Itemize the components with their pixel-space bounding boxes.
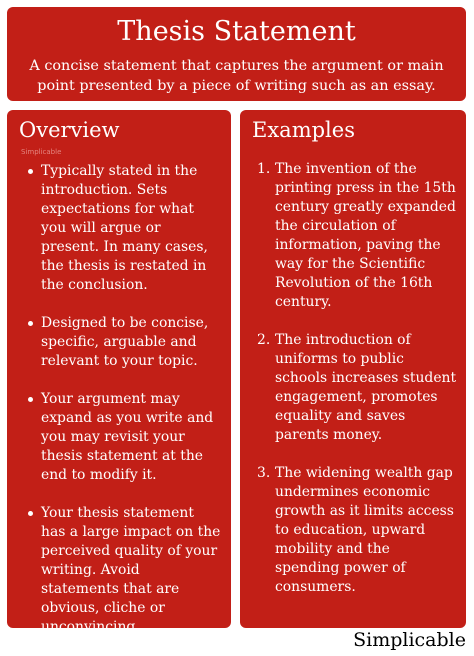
overview-title: Overview: [19, 118, 120, 142]
watermark: Simplicable: [21, 148, 62, 156]
overview-panel: [7, 110, 231, 635]
example-number: 3.: [257, 465, 271, 481]
example-number: 2.: [257, 332, 271, 348]
examples-panel: [240, 110, 466, 628]
brand-logo: Simplicable: [353, 629, 466, 651]
example-text: The invention of the printing press in the 15th century greatly expanded the circulation of information, paving the way for the Scientific Revolution of the 16th century.: [275, 161, 456, 310]
overview-item: [7, 390, 231, 485]
example-number: 1.: [257, 161, 271, 177]
bullet-icon: [28, 321, 33, 326]
page-description: A concise statement that captures the argument or main point presented by a piece of writing such as an essay.: [29, 58, 444, 94]
overview-list: [7, 162, 231, 656]
example-item: [240, 160, 466, 312]
bullet-icon: [28, 169, 33, 174]
overview-item-text: Typically stated in the introduction. Sets expectations for what you will argue or present. In many cases, the thesis is restated in the conclusion.: [41, 163, 208, 293]
overview-item: [7, 504, 231, 637]
example-text: The introduction of uniforms to public schools increases student engagement, promotes equality and saves parents money.: [275, 332, 457, 443]
examples-list: [240, 160, 466, 616]
header-panel: [7, 7, 466, 101]
examples-title: Examples: [252, 118, 355, 142]
overview-item: [7, 162, 231, 295]
bullet-icon: [28, 511, 33, 516]
overview-item: [7, 314, 231, 371]
page-title: Thesis Statement: [117, 16, 356, 47]
example-item: [240, 331, 466, 445]
bullet-icon: [28, 397, 33, 402]
example-text: The widening wealth gap undermines economic growth as it limits access to education, upward mobility and the spending power of consumers.: [275, 465, 454, 595]
overview-item-text: Your thesis statement has a large impact on the perceived quality of your writing. Avoid statements that are obvious, cliche or unconvincing.: [41, 505, 221, 635]
overview-item-text: Designed to be concise, specific, arguable and relevant to your topic.: [41, 315, 209, 369]
overview-item-text: Your argument may expand as you write and you may revisit your thesis statement at the end to modify it.: [41, 391, 214, 483]
example-item: [240, 464, 466, 597]
